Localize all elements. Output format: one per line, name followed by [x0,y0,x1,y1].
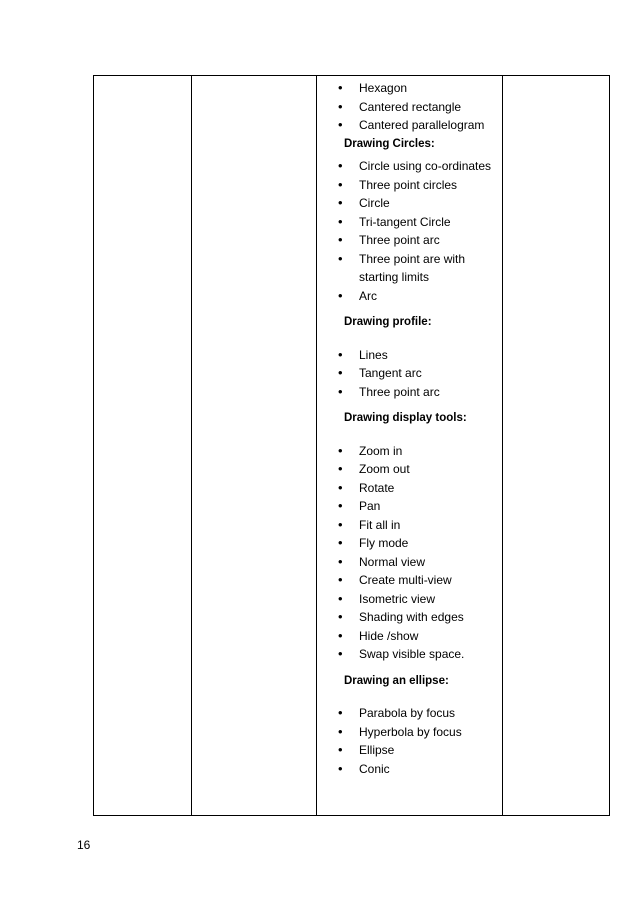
list-item: • Arc [330,287,500,306]
section-heading: Drawing Circles: [344,137,435,150]
section-list [330,157,500,305]
list-item: • Cantered rectangle [330,98,500,117]
list-item: • Hyperbola by focus [330,723,500,742]
section-list [330,704,500,778]
list-item: • Hexagon [330,79,500,98]
list-item: • Zoom in [330,442,500,461]
list-item: • Ellipse [330,741,500,760]
column-divider-1 [191,76,192,815]
list-item: • Create multi-view [330,571,500,590]
list-item: • Isometric view [330,590,500,609]
section-list [330,346,500,402]
list-item: • Pan [330,497,500,516]
list-item: • Conic [330,760,500,779]
list-item: • Three point arc [330,231,500,250]
column-divider-2 [316,76,317,815]
intro-list [330,79,500,135]
section-heading: Drawing an ellipse: [344,674,449,687]
section-list [330,442,500,664]
list-item: • Fly mode [330,534,500,553]
list-item: • Circle [330,194,500,213]
list-item: • Tangent arc [330,364,500,383]
list-item: • Three point are with starting limits [330,250,500,287]
list-item: • Three point arc [330,383,500,402]
list-item: • Zoom out [330,460,500,479]
page-number: 16 [77,838,91,852]
list-item: • Shading with edges [330,608,500,627]
list-item: • Tri-tangent Circle [330,213,500,232]
list-item: • Three point circles [330,176,500,195]
list-item: • Swap visible space. [330,645,500,664]
list-item: • Parabola by focus [330,704,500,723]
section-heading: Drawing profile: [344,316,432,328]
table-cell-content [330,79,500,778]
list-item: • Hide /show [330,627,500,646]
list-item: • Fit all in [330,516,500,535]
section-heading: Drawing display tools: [344,412,467,424]
list-item: • Cantered parallelogram [330,116,500,135]
list-item: • Rotate [330,479,500,498]
column-divider-3 [502,76,503,815]
list-item: • Circle using co-ordinates [330,157,500,176]
list-item: • Normal view [330,553,500,572]
list-item: • Lines [330,346,500,365]
